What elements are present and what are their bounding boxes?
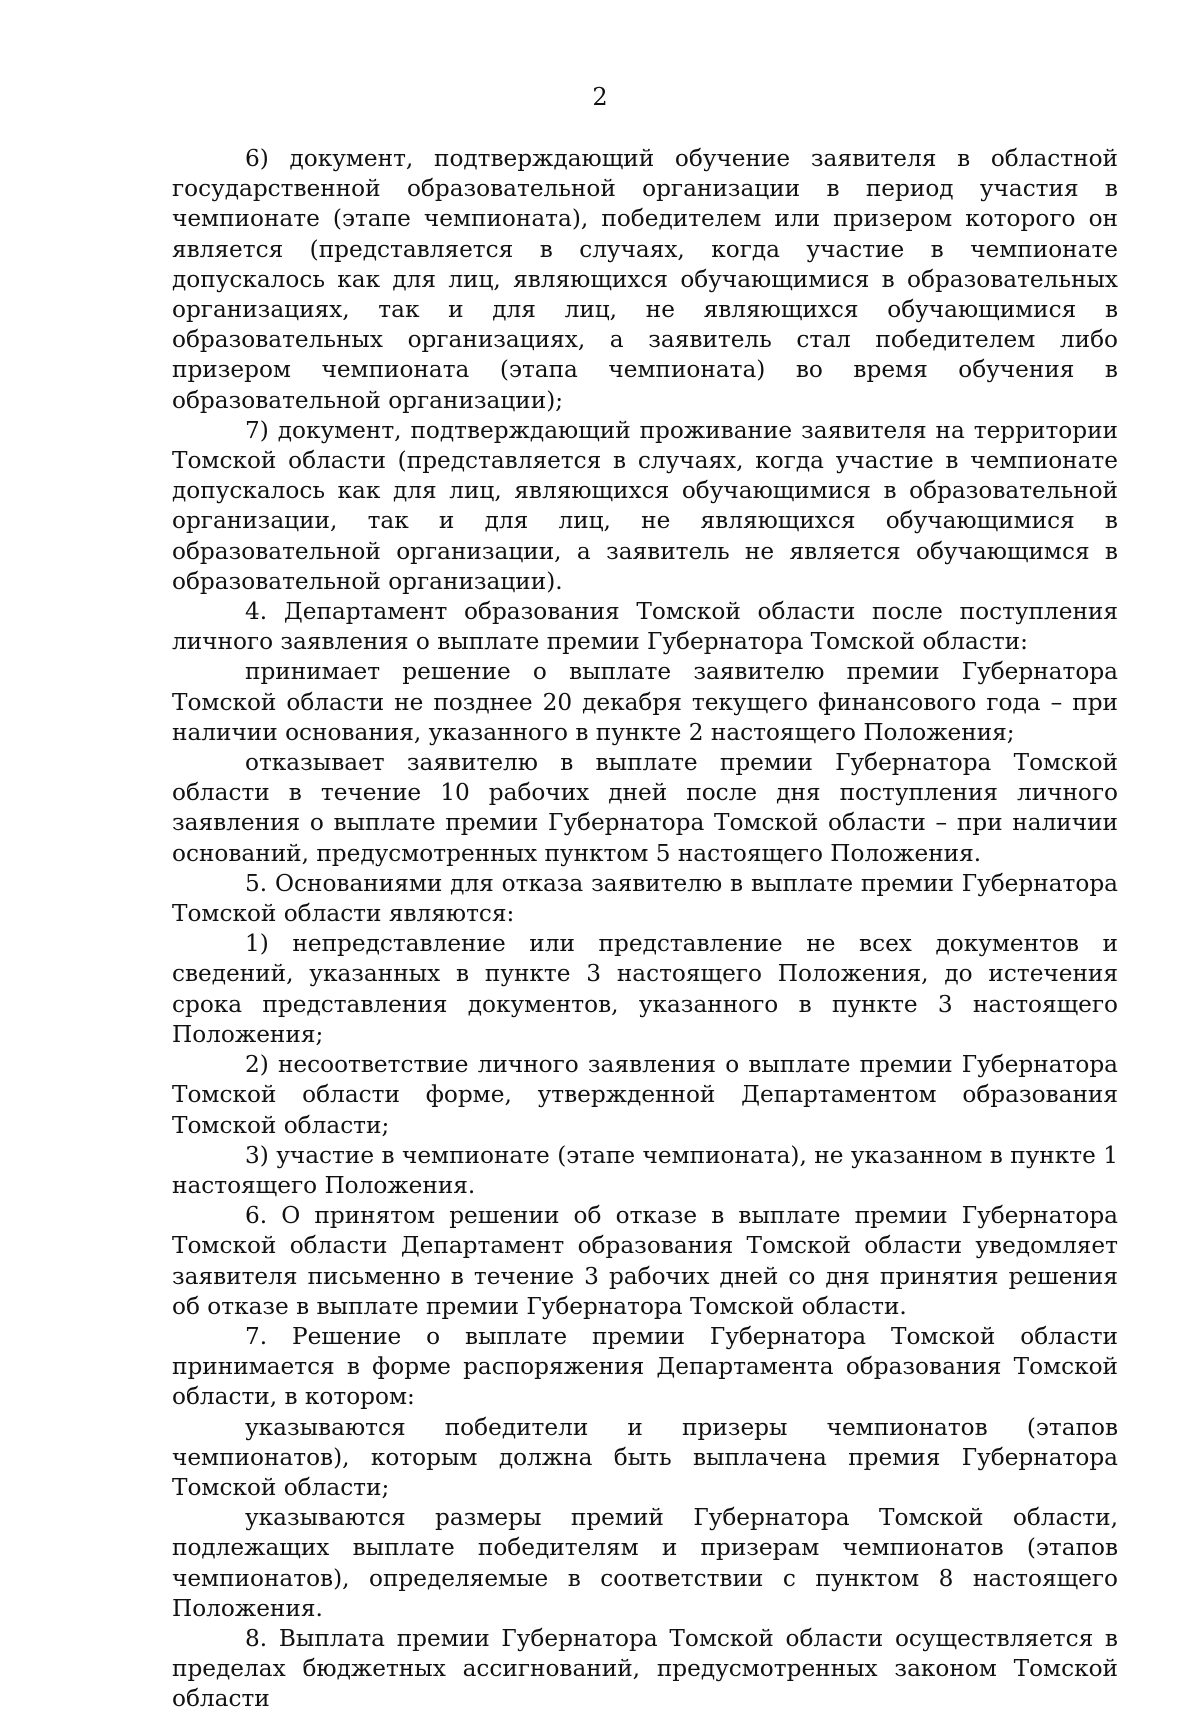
paragraph-clause-5-item-3: 3) участие в чемпионате (этапе чемпионата), не указанном в пункте 1 настоящего Положения. xyxy=(172,1141,1118,1199)
paragraph-clause-4-refusal: отказывает заявителю в выплате премии Губернатора Томской области в течение 10 рабочих дней после дня поступления личного заявления о выплате премии Губернатора Томской области – при наличии оснований, предусмотренных пунктом 5 настоящего Положения. xyxy=(172,749,1118,867)
paragraph-clause-7-amounts: указываются размеры премий Губернатора Томской области, подлежащих выплате победителям и призерам чемпионатов (этапов чемпионатов), определяемые в соответствии с пунктом 8 настоящего Положения. xyxy=(172,1504,1118,1622)
paragraph-clause-5-item-1: 1) непредставление или представление не всех документов и сведений, указанных в пункте 3 настоящего Положения, до истечения срока представления документов, указанного в пункте 3 настоящего Положения; xyxy=(172,930,1118,1048)
paragraph-clause-4: 4. Департамент образования Томской области после поступления личного заявления о выплате премии Губернатора Томской области: xyxy=(172,598,1118,656)
paragraph-item-6: 6) документ, подтверждающий обучение заявителя в областной государственной образовательной организации в период участия в чемпионате (этапе чемпионата), победителем или призером которого он является (представляется в случаях, когда участие в чемпионате допускалось как для лиц, являющихся обучающимися в образовательных организациях, так и для лиц, не являющихся обучающимися в образовательных организациях, а заявитель стал победителем либо призером чемпионата (этапа чемпионата) во время обучения в образовательной организации); xyxy=(172,145,1118,414)
paragraph-clause-4-decision: принимает решение о выплате заявителю премии Губернатора Томской области не позднее 20 декабря текущего финансового года – при наличии основания, указанного в пункте 2 настоящего Положения; xyxy=(172,658,1118,746)
paragraph-item-7: 7) документ, подтверждающий проживание заявителя на территории Томской области (представляется в случаях, когда участие в чемпионате допускалось как для лиц, являющихся обучающимися в образовательной организации, так и для лиц, не являющихся обучающимися в образовательной организации, а заявитель не является обучающимся в образовательной организации). xyxy=(172,416,1118,595)
document-body xyxy=(172,144,1118,1715)
paragraph-clause-5-item-2: 2) несоответствие личного заявления о выплате премии Губернатора Томской области форме, утвержденной Департаментом образования Томской области; xyxy=(172,1051,1118,1139)
paragraph-clause-6: 6. О принятом решении об отказе в выплате премии Губернатора Томской области Департамент образования Томской области уведомляет заявителя письменно в течение 3 рабочих дней со дня принятия решения об отказе в выплате премии Губернатора Томской области. xyxy=(172,1202,1118,1320)
paragraph-clause-7: 7. Решение о выплате премии Губернатора Томской области принимается в форме распоряжения Департамента образования Томской области, в котором: xyxy=(172,1322,1118,1411)
paragraph-clause-5: 5. Основаниями для отказа заявителю в выплате премии Губернатора Томской области являются: xyxy=(172,869,1118,928)
paragraph-clause-7-winners: указываются победители и призеры чемпионатов (этапов чемпионатов), которым должна быть выплачена премия Губернатора Томской области; xyxy=(172,1413,1118,1501)
paragraph-clause-8: 8. Выплата премии Губернатора Томской области осуществляется в пределах бюджетных ассигнований, предусмотренных законом Томской области xyxy=(172,1624,1118,1713)
page-number: 2 xyxy=(592,83,608,111)
